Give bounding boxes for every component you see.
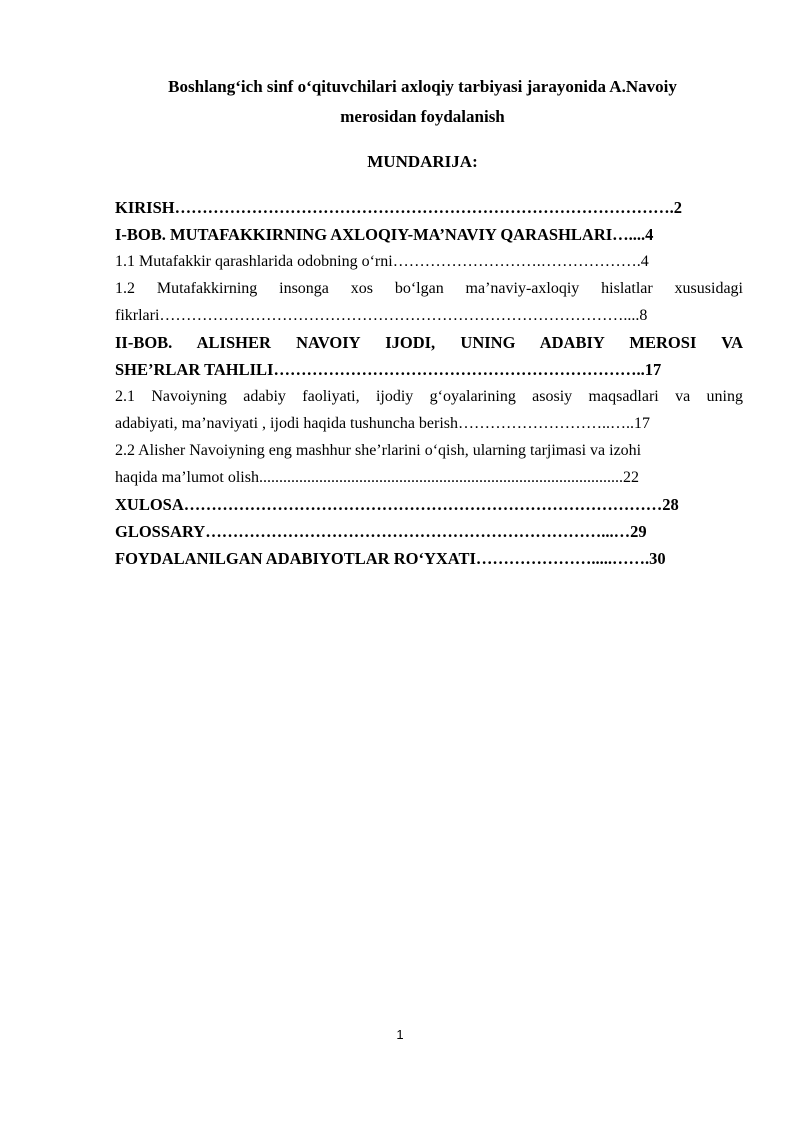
toc-entry-2-2-line-2: haqida ma’lumot olish...........................................................................................22	[115, 469, 639, 486]
toc-entry-kirish: KIRISH……………………………………………………………………………….2	[115, 198, 682, 217]
toc-entry-2-2-line-1: 2.2 Alisher Navoiyning eng mashhur she’rlarini o‘qish, ularning tarjimasi va izohi	[115, 442, 642, 459]
document-title	[100, 72, 745, 132]
toc-entry-chapter-2-line-2: SHE’RLAR TAHLILI…………………………………………………………..17	[115, 360, 662, 379]
toc-entry-2-1-line-2: adabiyati, ma’naviyati , ijodi haqida tushuncha berish………………………..…..17	[115, 415, 651, 432]
toc-entry-chapter-1: I-BOB. MUTAFAKKIRNING AXLOQIY-MA’NAVIY QARASHLARI…....4	[115, 225, 654, 244]
toc-entry-1-2-line-2: fikrlari……………………………………………………………………………....8	[115, 307, 648, 324]
toc-entry-glossary: GLOSSARY………………………………………………………………...…29	[115, 522, 647, 541]
page-number: 1	[396, 1027, 404, 1042]
table-of-contents	[115, 194, 743, 572]
toc-entry-1-1: 1.1 Mutafakkir qarashlarida odobning o‘rni……………………….……………….4	[115, 253, 649, 270]
toc-entry-references: FOYDALANILGAN ADABIYOTLAR RO‘YXATI………………….....…….30	[115, 549, 666, 568]
toc-entry-chapter-2-line-1: II-BOB. ALISHER NAVOIY IJODI, UNING ADABIY MEROSI VA	[115, 333, 743, 352]
title-line-2: merosidan foydalanish	[340, 107, 505, 126]
toc-entry-1-2-line-1: 1.2 Mutafakkirning insonga xos bo‘lgan ma’naviy-axloqiy hislatlar xususidagi	[115, 280, 743, 297]
contents-heading: MUNDARIJA:	[367, 152, 478, 171]
toc-entry-2-1-line-1: 2.1 Navoiyning adabiy faoliyati, ijodiy g‘oyalarining asosiy maqsadlari va uning	[115, 388, 743, 405]
toc-entry-xulosa: XULOSA……………………………………………………………………………28	[115, 495, 679, 514]
title-line-1: Boshlang‘ich sinf o‘qituvchilari axloqiy tarbiyasi jarayonida A.Navoiy	[168, 77, 677, 96]
